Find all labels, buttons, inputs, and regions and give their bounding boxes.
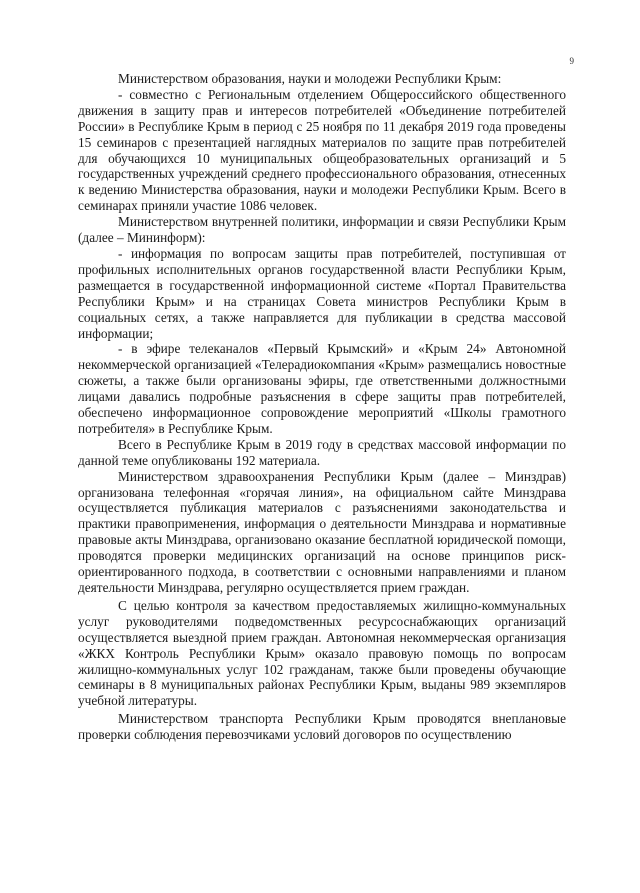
paragraph-mininform: Министерством внутренней политики, информации и связи Республики Крым (далее – Мининформ):	[78, 214, 566, 246]
paragraph-media-total: Всего в Республике Крым в 2019 году в средствах массовой информации по данной теме опубликованы 192 материала.	[78, 436, 566, 468]
paragraph-transport-ministry: Министерством транспорта Республики Крым проводятся внеплановые проверки соблюдения перевозчиками условий договоров по осуществлению	[78, 711, 566, 743]
document-body	[78, 71, 566, 743]
paragraph-housing-control: С целью контроля за качеством предоставляемых жилищно-коммунальных услуг руководителями подведомственных ресурсоснабжающих организаций осуществляется выездной прием граждан. Автономная некоммерческая организация «ЖКХ Контроль Республики Крым» оказало правовую помощь по вопросам жилищно-коммунальных услуг 102 гражданам, также были проведены обучающие семинары в 8 муниципальных районах Республики Крым, выданы 989 экземпляров учебной литературы.	[78, 597, 566, 709]
paragraph-education-ministry: Министерством образования, науки и молодежи Республики Крым:	[118, 71, 502, 86]
page-number: 9	[569, 56, 574, 66]
paragraph-portal-info: - информация по вопросам защиты прав потребителей, поступившая от профильных исполнительных органов государственной власти Республики Крым, размещается в государственной информационной системе «Портал Правительства Республики Крым» и на страницах Совета министров Республики Крым в социальных сетях, а также направляется для публикации в средства массовой информации;	[78, 245, 566, 341]
paragraph-seminars: - совместно с Региональным отделением Общероссийского общественного движения в защиту прав и интересов потребителей «Объединение потребителей России» в Республике Крым в период с 25 ноября по 11 декабря 2019 года проведены 15 семинаров с презентацией наглядных материалов по защите прав потребителей для обучающихся 10 муниципальных общеобразовательных организаций и 5 государственных учреждений среднего профессионального образования, отнесенных к ведению Министерства образования, науки и молодежи Республики Крым. Всего в семинарах приняли участие 1086 человек.	[78, 86, 566, 214]
paragraph-health-ministry: Министерством здравоохранения Республики Крым (далее – Минздрав) организована телефонная «горячая линия», на официальном сайте Минздрава осуществляется публикация материалов с разъяснениями законодательства и практики правоприменения, информация о деятельности Минздрава и нормативные правовые акты Минздрава, организовано оказание бесплатной юридической помощи, проводятся проверки медицинских организаций на основе принципов риск-ориентированного подхода, в соответствии с основными направлениями и планом деятельности Минздрава, регулярно осуществляется прием граждан.	[78, 468, 566, 595]
paragraph-tv-channels: - в эфире телеканалов «Первый Крымский» и «Крым 24» Автономной некоммерческой организацией «Телерадиокомпания «Крым» размещались новостные сюжеты, а также были организованы эфиры, где ответственными должностными лицами давались подробные разъяснения в сфере защиты прав потребителей, обеспечено информационное сопровождение мероприятий «Школы грамотного потребителя» в Республике Крым.	[78, 341, 566, 436]
